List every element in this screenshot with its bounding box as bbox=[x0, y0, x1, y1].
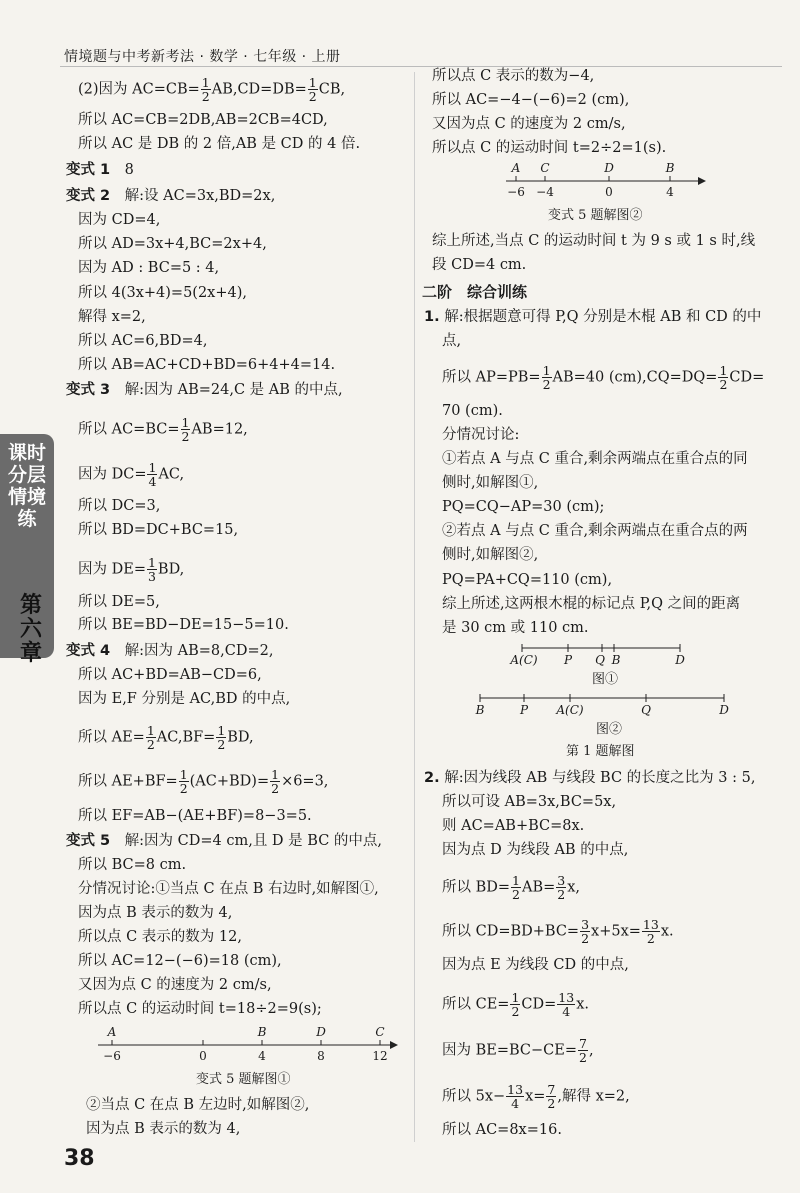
text-line: 所以 AC=CB=2DB,AB=2CB=4CD, bbox=[78, 112, 328, 128]
text-line: 则 AC=AB+BC=8x. bbox=[442, 818, 585, 834]
figure-caption: 变式 5 题解图① bbox=[196, 1072, 291, 1087]
text-line: 因为点 B 表示的数为 4, bbox=[86, 1121, 241, 1137]
text-line: 所以 BD= $\frac{1}{2}$ AB= $\frac{3}{2}$ x, bbox=[442, 873, 581, 902]
point-label-c: C bbox=[540, 161, 550, 175]
text-line: 所以 AC 是 DB 的 2 倍,AB 是 CD 的 4 倍. bbox=[78, 136, 361, 152]
text-line: ①若点 A 与点 C 重合,剩余两端点在重合点的同 bbox=[442, 451, 748, 467]
tick-label: 4 bbox=[666, 185, 674, 199]
text-line: 点, bbox=[442, 333, 462, 349]
text-line: 所以 5x− $\frac{13}{4}$ x= $\frac{7}{2}$ ,解得 x=2, bbox=[442, 1082, 630, 1111]
text-line: 又因为点 C 的速度为 2 cm/s, bbox=[432, 116, 626, 132]
variant-1: 变式 1 8 bbox=[66, 162, 134, 178]
point-label-a: A bbox=[511, 161, 521, 175]
point-label: D bbox=[675, 653, 685, 667]
text-line: 所以点 C 的运动时间 t=2÷2=1(s). bbox=[432, 140, 667, 156]
question-2: 2. 解:因为线段 AB 与线段 BC 的长度之比为 3 : 5, bbox=[424, 770, 756, 786]
number-line-figure-1 bbox=[98, 1024, 398, 1064]
point-label: Q bbox=[641, 703, 651, 717]
text-line: 所以 AE+BF= $\frac{1}{2}$ (AC+BD)= $\frac{1}{2}$ ×6=3, bbox=[78, 767, 329, 796]
text-line: 因为 AD : BC=5 : 4, bbox=[78, 260, 220, 276]
text-line: 所以可设 AB=3x,BC=5x, bbox=[442, 794, 617, 810]
text-line: 所以 AP=PB= $\frac{1}{2}$ AB=40 (cm),CQ=DQ= $\frac{1}{2}$ CD= bbox=[442, 363, 765, 392]
text-line: 所以点 C 表示的数为−4, bbox=[432, 68, 595, 84]
text-line: ②当点 C 在点 B 左边时,如解图②, bbox=[86, 1097, 310, 1113]
point-label: A(C) bbox=[510, 653, 538, 667]
tick-label: −4 bbox=[536, 185, 554, 199]
tick-label: −6 bbox=[507, 185, 525, 199]
text-line: PQ=PA+CQ=110 (cm), bbox=[442, 572, 613, 588]
variant-3: 变式 3 解:因为 AB=24,C 是 AB 的中点, bbox=[66, 382, 343, 398]
text-line: 是 30 cm 或 110 cm. bbox=[442, 620, 589, 636]
text-line: 所以 CD=BD+BC= $\frac{3}{2}$ x+5x= $\frac{13}{2}$ x. bbox=[442, 917, 674, 946]
text-line: 所以 BC=8 cm. bbox=[78, 857, 187, 873]
text-line: 所以 AB=AC+CD+BD=6+4+4=14. bbox=[78, 357, 336, 373]
text-line: 所以 DE=5, bbox=[78, 594, 160, 610]
figure-caption: 变式 5 题解图② bbox=[548, 208, 643, 223]
point-label: B bbox=[611, 653, 621, 667]
point-label-a: A bbox=[107, 1025, 117, 1039]
point-label-b: B bbox=[257, 1025, 267, 1039]
point-label: P bbox=[563, 653, 573, 667]
point-label: B bbox=[475, 703, 485, 717]
text-line: 70 (cm). bbox=[442, 403, 503, 419]
text-line: PQ=CQ−AP=30 (cm); bbox=[442, 499, 605, 515]
number-line-figure-2 bbox=[506, 160, 706, 200]
figure-caption: 第 1 题解图 bbox=[566, 744, 635, 759]
text-line: 所以 AC+BD=AB−CD=6, bbox=[78, 667, 262, 683]
point-label: P bbox=[519, 703, 529, 717]
section-heading: 二阶 综合训练 bbox=[422, 283, 528, 301]
text-line: 所以 DC=3, bbox=[78, 498, 161, 514]
point-label: D bbox=[719, 703, 729, 717]
point-label: A(C) bbox=[556, 703, 584, 717]
tick-label: 0 bbox=[605, 185, 613, 199]
segment-figure-2 bbox=[468, 690, 738, 718]
chapter-label: 第六章 bbox=[19, 593, 42, 666]
text-line: 综上所述,当点 C 的运动时间 t 为 9 s 或 1 s 时,线 bbox=[432, 233, 756, 249]
variant-2: 变式 2 解:设 AC=3x,BD=2x, bbox=[66, 188, 276, 204]
point-label: Q bbox=[595, 653, 605, 667]
tick-label: 0 bbox=[199, 1049, 207, 1063]
segment-figure-1 bbox=[510, 640, 700, 668]
text-line: 所以 4(3x+4)=5(2x+4), bbox=[78, 285, 248, 301]
text-line: 段 CD=4 cm. bbox=[432, 257, 527, 273]
question-1: 1. 解:根据题意可得 P,Q 分别是木棍 AB 和 CD 的中 bbox=[424, 309, 762, 325]
point-label-d: D bbox=[604, 161, 614, 175]
text-line: 所以 AC=BC= $\frac{1}{2}$ AB=12, bbox=[78, 415, 248, 444]
text-line: 因为点 E 为线段 CD 的中点, bbox=[442, 957, 629, 973]
point-label-d: D bbox=[316, 1025, 326, 1039]
running-header: 情境题与中考新考法 · 数学 · 七年级 · 上册 bbox=[64, 49, 341, 65]
text-line: 所以 AC=6,BD=4, bbox=[78, 333, 208, 349]
text-line: 因为 DC= $\frac{1}{4}$ AC, bbox=[78, 460, 185, 489]
figure-caption: 图② bbox=[596, 722, 623, 737]
text-line: 所以 CE= $\frac{1}{2}$ CD= $\frac{13}{4}$ x. bbox=[442, 990, 589, 1019]
text-line: 因为 E,F 分别是 AC,BD 的中点, bbox=[78, 691, 291, 707]
text-line: 所以 AC=−4−(−6)=2 (cm), bbox=[432, 92, 630, 108]
text-line: 因为点 D 为线段 AB 的中点, bbox=[442, 842, 629, 858]
text-line: 所以点 C 的运动时间 t=18÷2=9(s); bbox=[78, 1001, 322, 1017]
tick-label: 12 bbox=[372, 1049, 388, 1063]
side-tab-label: 课时分层情境练 bbox=[8, 442, 47, 530]
text-line: 所以 AC=8x=16. bbox=[442, 1122, 562, 1138]
text-line: 所以 AC=12−(−6)=18 (cm), bbox=[78, 953, 282, 969]
text-line: 因为 CD=4, bbox=[78, 212, 161, 228]
text-line: 因为 BE=BC−CE= $\frac{7}{2}$ , bbox=[442, 1036, 594, 1065]
text-line: 侧时,如解图①, bbox=[442, 475, 539, 491]
text-line: ②若点 A 与点 C 重合,剩余两端点在重合点的两 bbox=[442, 523, 748, 539]
variant-5: 变式 5 解:因为 CD=4 cm,且 D 是 BC 的中点, bbox=[66, 833, 383, 849]
point-label-b: B bbox=[665, 161, 675, 175]
text-line: 所以 AE= $\frac{1}{2}$ AC,BF= $\frac{1}{2}$ BD, bbox=[78, 723, 254, 752]
page-number: 38 bbox=[64, 1146, 95, 1171]
text-line: 分情况讨论: bbox=[442, 427, 520, 443]
variant-4: 变式 4 解:因为 AB=8,CD=2, bbox=[66, 643, 274, 659]
text-line: 所以点 C 表示的数为 12, bbox=[78, 929, 242, 945]
text-line: 因为 DE= $\frac{1}{3}$ BD, bbox=[78, 555, 185, 584]
column-divider bbox=[414, 72, 415, 1142]
text-line: 解得 x=2, bbox=[78, 309, 146, 325]
text-line: 所以 BE=BD−DE=15−5=10. bbox=[78, 617, 289, 633]
tick-label: −6 bbox=[103, 1049, 121, 1063]
text-line: 所以 EF=AB−(AE+BF)=8−3=5. bbox=[78, 808, 312, 824]
figure-caption: 图① bbox=[592, 672, 619, 687]
text-line: 综上所述,这两根木棍的标记点 P,Q 之间的距离 bbox=[442, 596, 741, 612]
text-line: 侧时,如解图②, bbox=[442, 547, 539, 563]
tick-label: 8 bbox=[317, 1049, 325, 1063]
text-line: 所以 AD=3x+4,BC=2x+4, bbox=[78, 236, 267, 252]
tick-label: 4 bbox=[258, 1049, 266, 1063]
text-line: 因为点 B 表示的数为 4, bbox=[78, 905, 233, 921]
point-label-c: C bbox=[375, 1025, 385, 1039]
text-line: 又因为点 C 的速度为 2 cm/s, bbox=[78, 977, 272, 993]
text-line: 分情况讨论:①当点 C 在点 B 右边时,如解图①, bbox=[78, 881, 379, 897]
header-rule bbox=[60, 66, 782, 67]
text-line: 所以 BD=DC+BC=15, bbox=[78, 522, 239, 538]
text-line: (2)因为 AC=CB= $\frac{1}{2}$ AB,CD=DB= $\frac{1}{2}$ CB, bbox=[78, 75, 346, 104]
